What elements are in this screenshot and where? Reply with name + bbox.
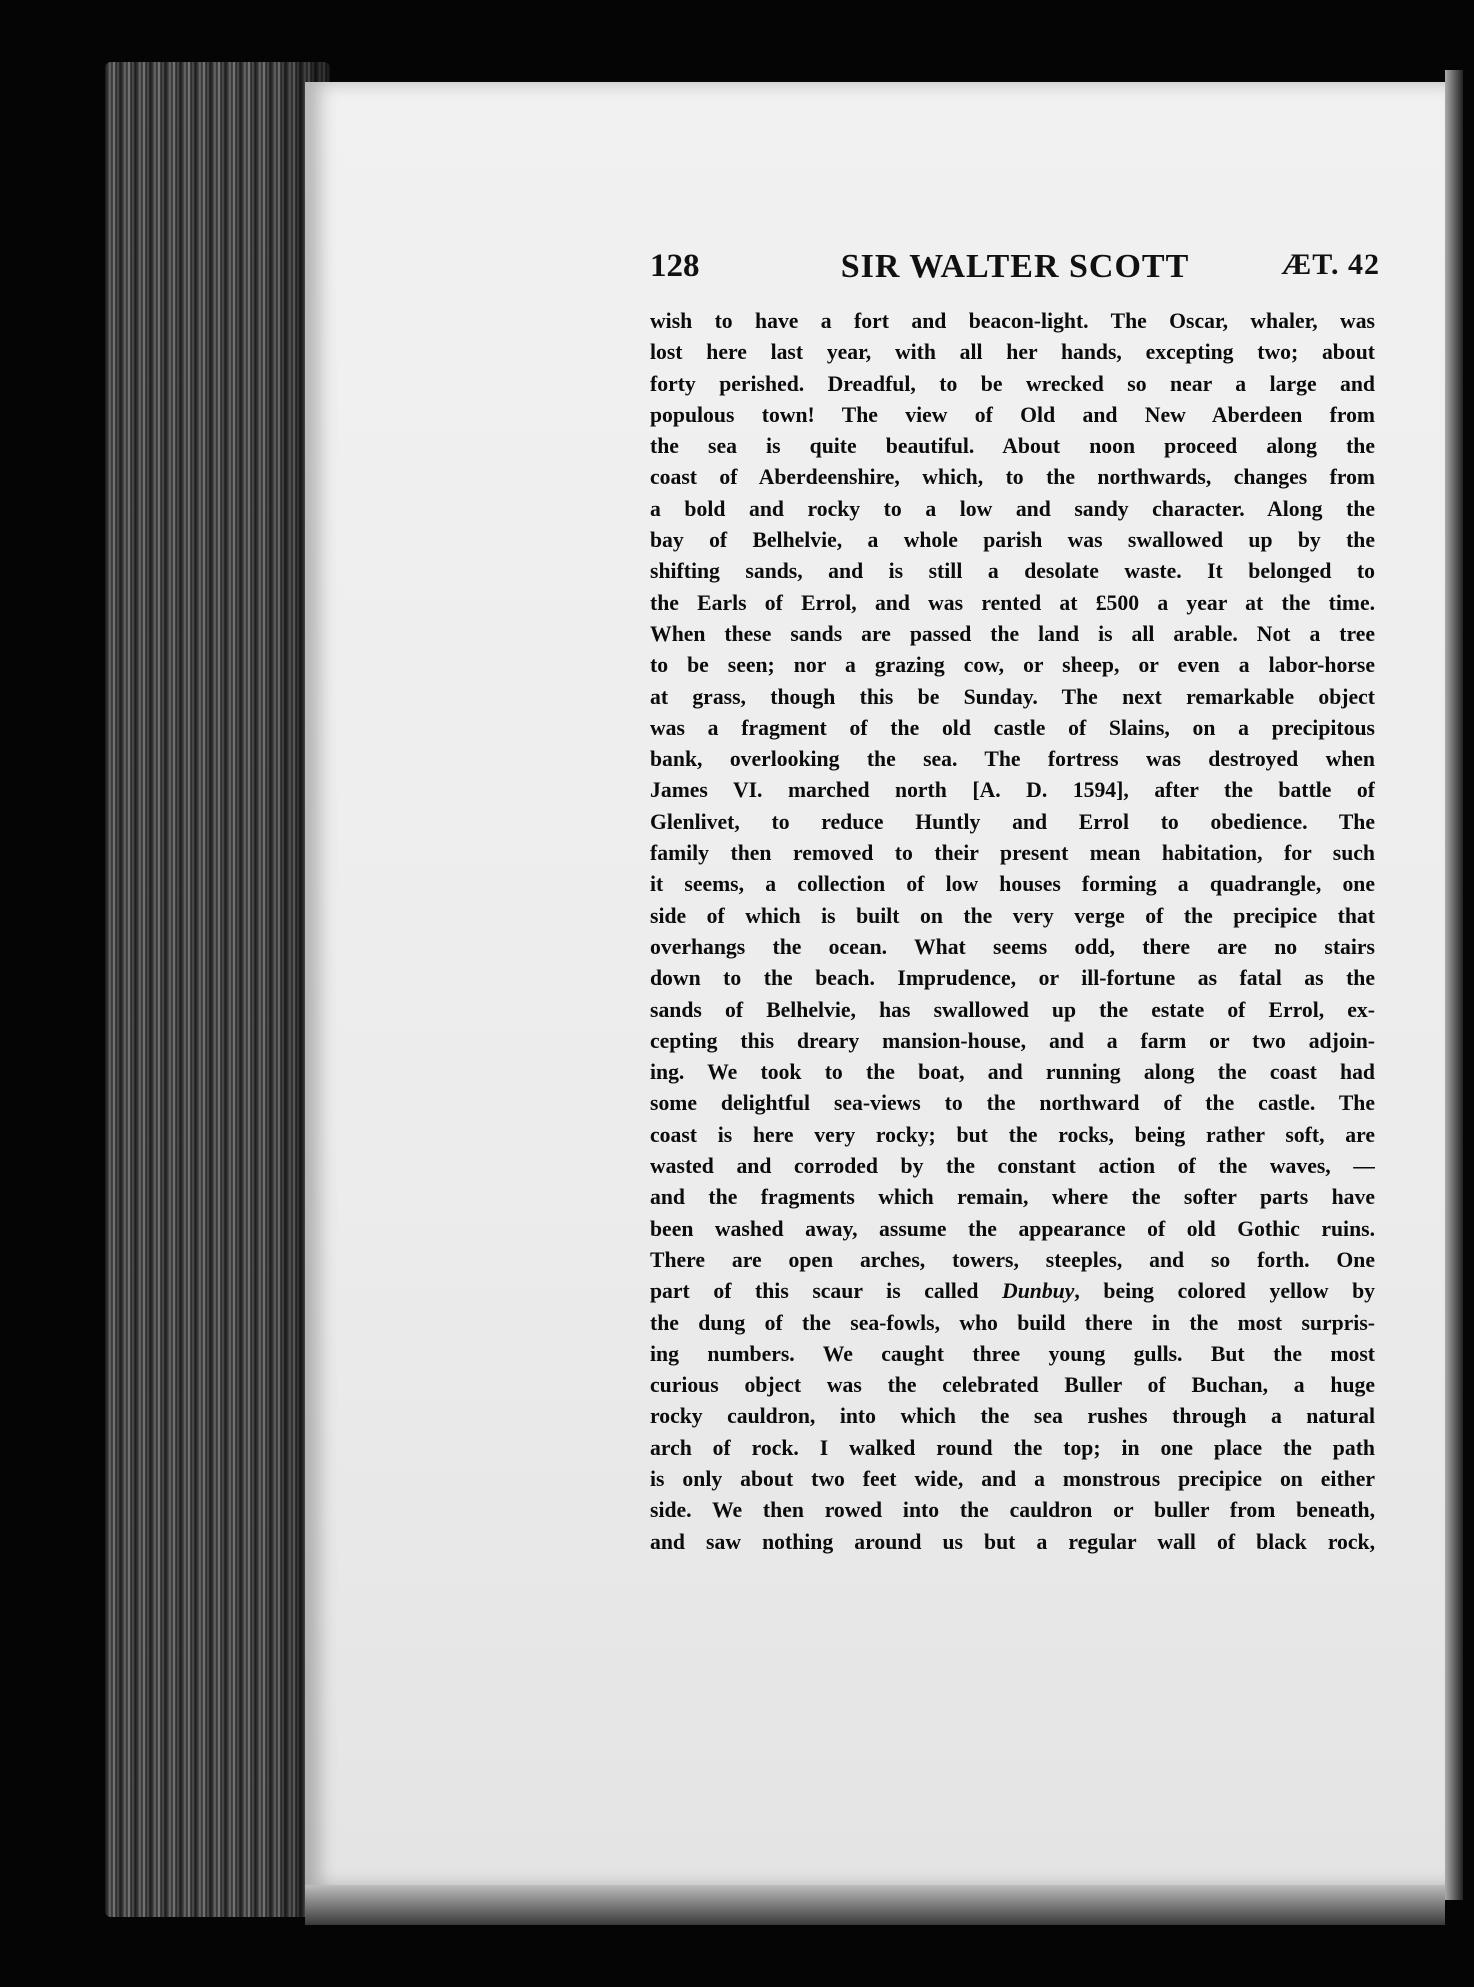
text-line: to be seen; nor a grazing cow, or sheep, or even a labor-horse — [650, 653, 1375, 678]
text-line: the Earls of Errol, and was rented at £500 a year at the time. — [650, 590, 1375, 615]
text-line: There are open arches, towers, steeples, and so forth. One — [650, 1247, 1375, 1272]
text-line: curious object was the celebrated Buller of Buchan, a huge — [650, 1373, 1375, 1398]
body-text — [650, 306, 1375, 1558]
text-line: coast of Aberdeenshire, which, to the northwards, changes from — [650, 465, 1375, 490]
text-line: wish to have a fort and beacon-light. The Oscar, whaler, was — [650, 309, 1375, 333]
text-line: overhangs the ocean. What seems odd, there are no stairs — [650, 934, 1375, 959]
text-line: and saw nothing around us but a regular wall of black rock, — [650, 1529, 1375, 1554]
text-line: a bold and rocky to a low and sandy character. Along the — [650, 496, 1375, 521]
page-right-edge — [1445, 70, 1463, 1900]
text-line: side. We then rowed into the cauldron or buller from beneath, — [650, 1498, 1375, 1523]
text-line: coast is here very rocky; but the rocks, being rather soft, are — [650, 1122, 1375, 1147]
text-line: shifting sands, and is still a desolate waste. It belonged to — [650, 559, 1375, 584]
text-line: family then removed to their present mean habitation, for such — [650, 841, 1375, 866]
text-line: ing numbers. We caught three young gulls. But the most — [650, 1341, 1375, 1366]
text-line: wasted and corroded by the constant action of the waves, — — [650, 1154, 1375, 1179]
text-line: cepting this dreary mansion-house, and a farm or two adjoin- — [650, 1028, 1375, 1053]
text-line: When these sands are passed the land is all arable. Not a tree — [650, 621, 1375, 646]
running-title: SIR WALTER SCOTT — [840, 248, 1190, 285]
text-line: James VI. marched north [A. D. 1594], after the battle of — [650, 778, 1375, 803]
text-line: forty perished. Dreadful, to be wrecked so near a large and — [650, 371, 1375, 396]
text-line: arch of rock. I walked round the top; in one place the path — [650, 1435, 1375, 1460]
text-line: side of which is built on the very verge of the precipice that — [650, 903, 1375, 928]
text-line: rocky cauldron, into which the sea rushes through a natural — [650, 1404, 1375, 1429]
page-bottom-edge — [305, 1885, 1445, 1925]
text-line: populous town! The view of Old and New Aberdeen from — [650, 402, 1375, 427]
text-line: been washed away, assume the appearance of old Gothic ruins. — [650, 1216, 1375, 1241]
text-line: it seems, a collection of low houses forming a quadrangle, one — [650, 872, 1375, 897]
text-line: bay of Belhelvie, a whole parish was swallowed up by the — [650, 528, 1375, 553]
page-header — [650, 248, 1380, 292]
page-number: 128 — [650, 248, 700, 284]
text-line: sands of Belhelvie, has swallowed up the estate of Errol, ex- — [650, 997, 1375, 1022]
text-line: is only about two feet wide, and a monstrous precipice on either — [650, 1466, 1375, 1491]
text-line: was a fragment of the old castle of Slains, on a precipitous — [650, 715, 1375, 740]
text-line: at grass, though this be Sunday. The next remarkable object — [650, 684, 1375, 709]
text-line: some delightful sea-views to the northward of the castle. The — [650, 1091, 1375, 1116]
text-line: down to the beach. Imprudence, or ill-fortune as fatal as the — [650, 966, 1375, 991]
text-line: Glenlivet, to reduce Huntly and Errol to obedience. The — [650, 809, 1375, 834]
text-line: bank, overlooking the sea. The fortress was destroyed when — [650, 747, 1375, 772]
book-page-edges — [105, 62, 330, 1917]
text-line: lost here last year, with all her hands, excepting two; about — [650, 340, 1375, 365]
text-line: part of this scaur is called Dunbuy, being colored yellow by — [650, 1279, 1375, 1304]
age-marker: ÆT. 42 — [1281, 248, 1380, 281]
text-line: ing. We took to the boat, and running along the coast had — [650, 1060, 1375, 1085]
text-line: and the fragments which remain, where the softer parts have — [650, 1185, 1375, 1210]
text-line: the dung of the sea-fowls, who build there in the most surpris- — [650, 1310, 1375, 1335]
text-line: the sea is quite beautiful. About noon proceed along the — [650, 434, 1375, 459]
